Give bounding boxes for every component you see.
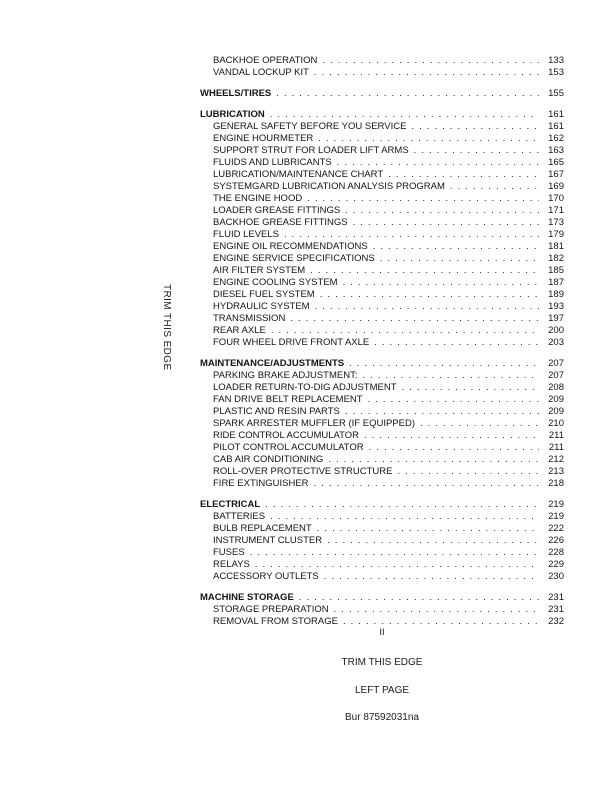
toc-entry <box>200 325 564 337</box>
toc-entry-label: MACHINE STORAGE <box>200 592 294 603</box>
dot-leader <box>271 325 539 337</box>
toc-entry-page: 133 <box>548 55 564 66</box>
toc-entry-label: BATTERIES <box>213 511 266 522</box>
toc-entry-label: BACKHOE OPERATION <box>213 55 318 66</box>
toc-entry <box>200 301 564 313</box>
toc-entry-page: 230 <box>548 571 564 582</box>
toc-entry-page: 187 <box>548 277 564 288</box>
toc-entry-label: PILOT CONTROL ACCUMULATOR <box>213 442 364 453</box>
toc-entry-page: 211 <box>548 442 564 453</box>
dot-leader <box>307 193 539 205</box>
dot-leader <box>337 157 539 169</box>
dot-leader <box>402 382 539 394</box>
toc-entry <box>200 277 564 289</box>
toc-entry-page: 167 <box>548 169 564 180</box>
toc-entry-page: 173 <box>548 217 564 228</box>
toc-entry-label: TRANSMISSION <box>213 313 286 324</box>
toc-entry-page: 207 <box>548 370 564 381</box>
toc-entry-page: 153 <box>548 67 564 78</box>
dot-leader <box>420 418 539 430</box>
toc-entry <box>200 571 564 583</box>
toc-entry-label: THE ENGINE HOOD <box>213 193 303 204</box>
toc-entry <box>200 370 564 382</box>
toc-entry-page: 208 <box>548 382 564 393</box>
dot-leader <box>276 88 539 100</box>
toc-entry-page: 218 <box>548 478 564 489</box>
toc-group <box>200 88 564 100</box>
toc-entry <box>200 193 564 205</box>
dot-leader <box>411 121 539 133</box>
dot-leader <box>353 217 539 229</box>
footer-doc-code: Bur 87592031na <box>345 712 419 723</box>
toc-entry <box>200 133 564 145</box>
toc-entry <box>200 466 564 478</box>
dot-leader <box>345 406 539 418</box>
toc-entry-page: 189 <box>548 289 564 300</box>
toc-entry-page: 171 <box>548 205 564 216</box>
toc-entry <box>200 67 564 79</box>
dot-leader <box>265 499 539 511</box>
dot-leader <box>318 133 539 145</box>
dot-leader <box>369 442 539 454</box>
dot-leader <box>349 358 539 370</box>
toc-entry-page: 232 <box>548 616 564 627</box>
footer-page-side: LEFT PAGE <box>354 685 410 696</box>
toc-entry-label: PLASTIC AND RESIN PARTS <box>213 406 340 417</box>
dot-leader <box>314 67 539 79</box>
toc-entry-page: 155 <box>548 88 564 99</box>
dot-leader <box>345 205 539 217</box>
toc-entry-label: AIR FILTER SYSTEM <box>213 265 306 276</box>
toc <box>200 55 564 637</box>
toc-entry <box>200 181 564 193</box>
footer-trim-note: TRIM THIS EDGE <box>341 657 423 668</box>
toc-entry-label: LOADER GREASE FITTINGS <box>213 205 341 216</box>
toc-entry-page: 219 <box>548 511 564 522</box>
dot-leader <box>334 604 539 616</box>
toc-entry <box>200 604 564 616</box>
dot-leader <box>388 169 539 181</box>
toc-entry-label: LUBRICATION <box>200 109 265 120</box>
toc-entry-label: FLUID LEVELS <box>213 229 279 240</box>
toc-entry-label: ENGINE HOURMETER <box>213 133 314 144</box>
toc-entry-page: 207 <box>548 358 564 369</box>
dot-leader <box>270 109 539 121</box>
toc-entry <box>200 217 564 229</box>
toc-entry-label: SYSTEMGARD LUBRICATION ANALYSIS PROGRAM <box>213 181 445 192</box>
toc-group <box>200 358 564 490</box>
dot-leader <box>314 478 539 490</box>
toc-entry-label: FLUIDS AND LUBRICANTS <box>213 157 332 168</box>
toc-entry-page: 231 <box>548 604 564 615</box>
dot-leader <box>364 430 539 442</box>
toc-entry <box>200 55 564 67</box>
toc-entry <box>200 442 564 454</box>
dot-leader <box>320 289 539 301</box>
toc-section-header <box>200 88 564 100</box>
dot-leader <box>322 55 539 67</box>
toc-entry-page: 203 <box>548 337 564 348</box>
toc-entry-page: 161 <box>548 121 564 132</box>
toc-section-header <box>200 109 564 121</box>
dot-leader <box>290 313 539 325</box>
toc-entry-label: VANDAL LOCKUP KIT <box>213 67 309 78</box>
toc-entry-label: ACCESSORY OUTLETS <box>213 571 319 582</box>
toc-entry-label: WHEELS/TIRES <box>200 88 272 99</box>
toc-entry-label: GENERAL SAFETY BEFORE YOU SERVICE <box>213 121 407 132</box>
toc-entry-page: 211 <box>548 430 564 441</box>
toc-entry-label: ENGINE SERVICE SPECIFICATIONS <box>213 253 375 264</box>
toc-entry-page: 226 <box>548 535 564 546</box>
toc-entry-page: 210 <box>548 418 564 429</box>
toc-entry <box>200 382 564 394</box>
toc-entry <box>200 289 564 301</box>
toc-entry <box>200 535 564 547</box>
toc-entry <box>200 511 564 523</box>
toc-entry-page: 193 <box>548 301 564 312</box>
dot-leader <box>328 454 539 466</box>
toc-entry-page: 182 <box>548 253 564 264</box>
toc-entry-label: ROLL-OVER PROTECTIVE STRUCTURE <box>213 466 393 477</box>
dot-leader <box>250 547 539 559</box>
toc-entry-page: 169 <box>548 181 564 192</box>
toc-entry-label: MAINTENANCE/ADJUSTMENTS <box>200 358 345 369</box>
toc-entry-page: 212 <box>548 454 564 465</box>
toc-entry <box>200 121 564 133</box>
dot-leader <box>368 394 539 406</box>
footer-page-number: II <box>379 627 385 638</box>
toc-entry-label: SPARK ARRESTER MUFFLER (IF EQUIPPED) <box>213 418 415 429</box>
toc-entry <box>200 394 564 406</box>
dot-leader <box>284 229 539 241</box>
toc-entry <box>200 418 564 430</box>
toc-entry-label: LUBRICATION/MAINTENANCE CHART <box>213 169 384 180</box>
toc-entry-label: ELECTRICAL <box>200 499 261 510</box>
dot-leader <box>324 571 539 583</box>
toc-entry-page: 165 <box>548 157 564 168</box>
toc-entry-label: DIESEL FUEL SYSTEM <box>213 289 315 300</box>
toc-entry-page: 161 <box>548 109 564 120</box>
toc-entry-page: 200 <box>548 325 564 336</box>
dot-leader <box>373 241 539 253</box>
toc-entry <box>200 157 564 169</box>
toc-entry-page: 197 <box>548 313 564 324</box>
toc-entry-page: 179 <box>548 229 564 240</box>
dot-leader <box>315 301 539 313</box>
toc-entry <box>200 241 564 253</box>
toc-entry-page: 209 <box>548 394 564 405</box>
toc-entry-page: 162 <box>548 133 564 144</box>
dot-leader <box>299 592 539 604</box>
toc-entry-label: RELAYS <box>213 559 250 570</box>
dot-leader <box>270 511 539 523</box>
toc-entry <box>200 253 564 265</box>
dot-leader <box>380 253 539 265</box>
toc-group <box>200 109 564 349</box>
dot-leader <box>374 337 539 349</box>
toc-entry <box>200 523 564 535</box>
toc-entry <box>200 145 564 157</box>
toc-entry-label: FIRE EXTINGUISHER <box>213 478 309 489</box>
toc-entry-page: 163 <box>548 145 564 156</box>
toc-entry-page: 170 <box>548 193 564 204</box>
toc-group <box>200 55 564 79</box>
toc-entry <box>200 430 564 442</box>
toc-entry-label: LOADER RETURN-TO-DIG ADJUSTMENT <box>213 382 397 393</box>
toc-entry-page: 222 <box>548 523 564 534</box>
toc-section-header <box>200 358 564 370</box>
toc-entry <box>200 559 564 571</box>
toc-entry-page: 219 <box>548 499 564 510</box>
toc-entry <box>200 406 564 418</box>
toc-entry <box>200 265 564 277</box>
toc-entry-label: BACKHOE GREASE FITTINGS <box>213 217 348 228</box>
dot-leader <box>317 523 539 535</box>
toc-entry-label: CAB AIR CONDITIONING <box>213 454 324 465</box>
toc-entry-label: HYDRAULIC SYSTEM <box>213 301 310 312</box>
toc-entry-page: 228 <box>548 547 564 558</box>
toc-entry-label: FUSES <box>213 547 245 558</box>
toc-entry-label: FOUR WHEEL DRIVE FRONT AXLE <box>213 337 370 348</box>
toc-entry-label: REMOVAL FROM STORAGE <box>213 616 338 627</box>
dot-leader <box>362 370 539 382</box>
dot-leader <box>450 181 539 193</box>
toc-entry-label: ENGINE OIL RECOMMENDATIONS <box>213 241 368 252</box>
toc-entry <box>200 229 564 241</box>
toc-entry <box>200 478 564 490</box>
toc-entry-page: 209 <box>548 406 564 417</box>
toc-group <box>200 592 564 628</box>
dot-leader <box>343 277 539 289</box>
toc-entry <box>200 313 564 325</box>
toc-entry <box>200 205 564 217</box>
toc-entry-page: 181 <box>548 241 564 252</box>
toc-entry-label: INSTRUMENT CLUSTER <box>213 535 323 546</box>
toc-entry-page: 213 <box>548 466 564 477</box>
toc-entry-label: FAN DRIVE BELT REPLACEMENT <box>213 394 363 405</box>
toc-entry-page: 229 <box>548 559 564 570</box>
toc-entry-label: ENGINE COOLING SYSTEM <box>213 277 338 288</box>
toc-group <box>200 499 564 583</box>
toc-entry-label: SUPPORT STRUT FOR LOADER LIFT ARMS <box>213 145 409 156</box>
toc-entry-label: STORAGE PREPARATION <box>213 604 329 615</box>
toc-entry-label: PARKING BRAKE ADJUSTMENT: <box>213 370 358 381</box>
toc-entry <box>200 454 564 466</box>
dot-leader <box>255 559 539 571</box>
toc-entry-page: 231 <box>548 592 564 603</box>
dot-leader <box>397 466 539 478</box>
dot-leader <box>414 145 539 157</box>
toc-section-header <box>200 592 564 604</box>
toc-entry <box>200 337 564 349</box>
toc-entry <box>200 169 564 181</box>
dot-leader <box>327 535 539 547</box>
toc-entry-label: BULB REPLACEMENT <box>213 523 312 534</box>
toc-section-header <box>200 499 564 511</box>
toc-entry-page: 185 <box>548 265 564 276</box>
trim-edge-vertical-label: TRIM THIS EDGE <box>161 284 172 371</box>
dot-leader <box>310 265 539 277</box>
toc-entry <box>200 547 564 559</box>
toc-entry-label: RIDE CONTROL ACCUMULATOR <box>213 430 360 441</box>
toc-entry-label: REAR AXLE <box>213 325 266 336</box>
